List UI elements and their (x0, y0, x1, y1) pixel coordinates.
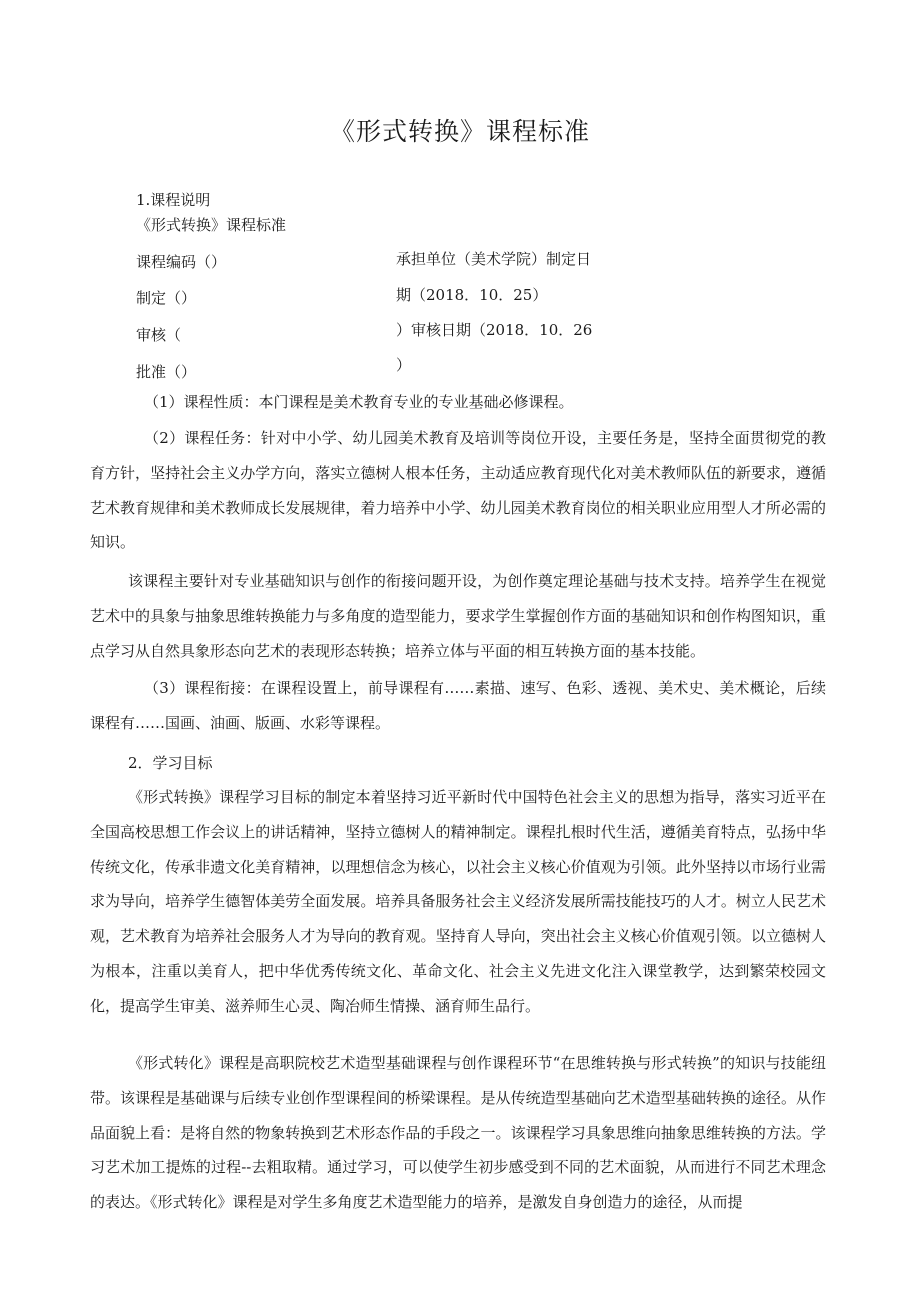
review-date: ）审核日期（2018．10．26 (396, 321, 593, 339)
prepared-label: 制定（） (136, 289, 197, 307)
reviewed-label: 审核（ (136, 326, 182, 344)
course-name: 《形式转换》课程标准 (136, 216, 287, 234)
section-heading-course-description: 1.课程说明 (136, 191, 211, 209)
prepared-date: 期（2018．10．25） (396, 286, 548, 304)
course-task-paragraph: （2）课程任务：针对中小学、幼儿园美术教育及培训等岗位开设，主要任务是，坚持全面贯彻党的教育方针，坚持社会主义办学方向，落实立德树人根本任务，主动适应教育现代化对美术教师队伍的新要求，遵循艺术教育规律和美术教师成长发展规律，着力培养中小学、幼儿园美术教育岗位的相关职业应用型人才所必需的知识。 (90, 429, 826, 552)
course-focus-paragraph: 该课程主要针对专业基础知识与创作的衔接问题开设，为创作奠定理论基础与技术支持。培养学生在视觉艺术中的具象与抽象思维转换能力与多角度的造型能力，要求学生掌握创作方面的基础知识和创作构图知识，重点学习从自然具象形态向艺术的表现形态转换；培养立体与平面的相互转换方面的基本技能。 (90, 572, 826, 660)
review-date-close: ） (396, 356, 412, 374)
course-code-label: 课程编码（） (136, 253, 227, 271)
learning-objectives-paragraph: 《形式转换》课程学习目标的制定本着坚持习近平新时代中国特色社会主义的思想为指导，落实习近平在全国高校思想工作会议上的讲话精神，坚持立德树人的精神制定。课程扎根时代生活，遵循美育特点，弘扬中华传统文化，传承非遗文化美育精神，以理想信念为核心，以社会主义核心价值观为引领。此外坚持以市场行业需求为导向，培养学生德智体美劳全面发展。培养具备服务社会主义经济发展所需技能技巧的人才。树立人民艺术观，艺术教育为培养社会服务人才为导向的教育观。坚持育人导向，突出社会主义核心价值观引领。以立德树人为根本，注重以美育人，把中华优秀传统文化、革命文化、社会主义先进文化注入课堂教学，达到繁荣校园文化，提高学生审美、滋养师生心灵、陶冶师生情操、涵育师生品行。 (90, 788, 826, 1015)
responsible-unit: 承担单位（美术学院）制定日 (396, 250, 592, 268)
course-nature-paragraph: （1）课程性质：本门课程是美术教育专业的专业基础必修课程。 (144, 393, 574, 411)
course-role-paragraph: 《形式转化》课程是高职院校艺术造型基础课程与创作课程环节“在思维转换与形式转换”的知识与技能纽带。该课程是基础课与后续专业创作型课程间的桥梁课程。是从传统造型基础向艺术造型基础转换的途径。从作品面貌上看：是将自然的物象转换到艺术形态作品的手段之一。该课程学习具象思维向抽象思维转换的方法。学习艺术加工提炼的过程--去粗取精。通过学习，可以使学生初步感受到不同的艺术面貌，从而进行不同艺术理念的表达。《形式转化》课程是对学生多角度艺术造型能力的培养，是激发自身创造力的途径，从而提 (90, 1054, 826, 1212)
section-heading-learning-objectives: 2．学习目标 (128, 754, 213, 772)
document-title: 《形式转换》课程标准 (329, 117, 590, 146)
course-connection-paragraph: （3）课程衔接：在课程设置上，前导课程有……素描、速写、色彩、透视、美术史、美术概论，后续课程有……国画、油画、版画、水彩等课程。 (90, 679, 826, 732)
approved-label: 批准（） (136, 363, 197, 381)
